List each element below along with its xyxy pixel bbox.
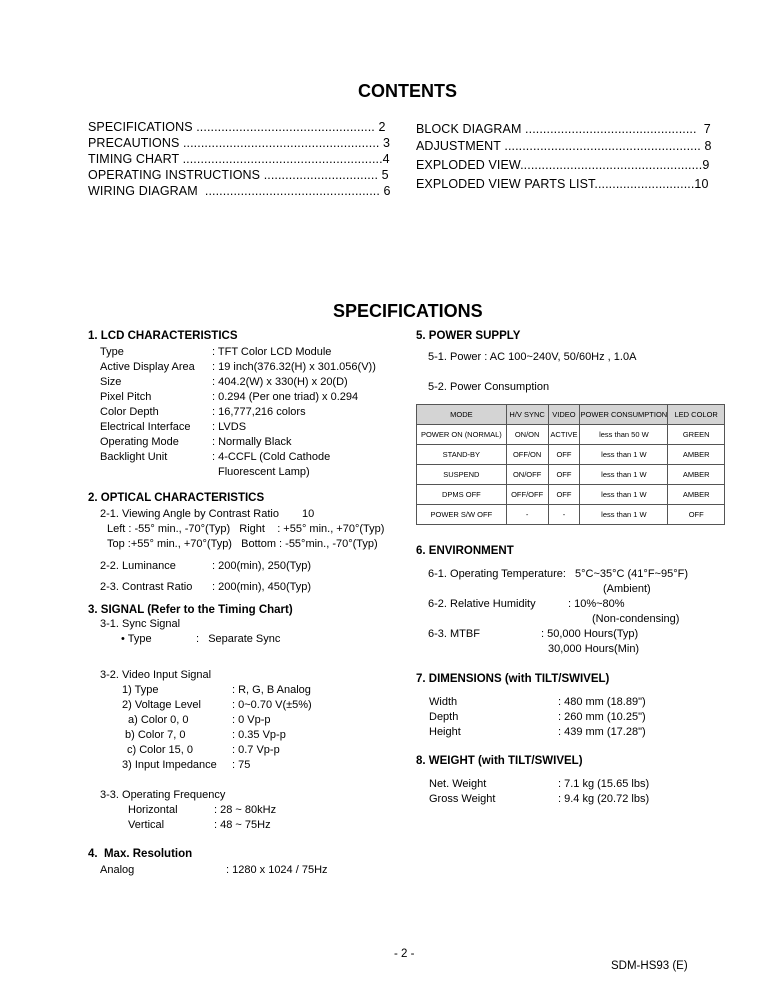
vertical-label: Vertical (128, 819, 165, 831)
lcd-label: Size (100, 376, 122, 388)
environment-heading: 6. ENVIRONMENT (416, 545, 514, 557)
video-label: 3) Input Impedance (122, 759, 217, 771)
table-cell: POWER S/W OFF (417, 505, 507, 525)
mtbf-label: 6-3. MTBF (428, 628, 480, 640)
resolution-value: : 1280 x 1024 / 75Hz (226, 864, 328, 876)
dimension-value: : 439 mm (17.28") (558, 726, 646, 738)
horizontal-label: Horizontal (128, 804, 178, 816)
table-cell: AMBER (668, 485, 725, 505)
video-signal-label: 3-2. Video Input Signal (100, 669, 212, 681)
lcd-label: Color Depth (100, 406, 159, 418)
weight-label: Net. Weight (429, 778, 487, 790)
table-cell: less than 1 W (580, 505, 668, 525)
lcd-label: Operating Mode (100, 436, 179, 448)
table-cell: - (506, 505, 548, 525)
table-cell: AMBER (668, 445, 725, 465)
video-value: : 0.35 Vp-p (232, 729, 286, 741)
lcd-value: : 4-CCFL (Cold Cathode (212, 451, 331, 463)
video-label: c) Color 15, 0 (127, 744, 194, 756)
table-cell: OFF/OFF (506, 485, 548, 505)
weight-label: Gross Weight (429, 793, 496, 805)
vertical-value: : 48 ~ 75Hz (214, 819, 271, 831)
lcd-label: Pixel Pitch (100, 391, 152, 403)
horizontal-value: : 28 ~ 80kHz (214, 804, 277, 816)
lcd-label: Backlight Unit (100, 451, 168, 463)
toc-item[interactable]: SPECIFICATIONS .................................................. 2 (88, 120, 386, 134)
table-cell: OFF (668, 505, 725, 525)
viewing-top-bottom: Top :+55° min., +70°(Typ) Bottom : -55°min., -70°(Typ) (107, 538, 378, 550)
mtbf-value: : 50,000 Hours(Typ) (541, 628, 639, 640)
model-number: SDM-HS93 (E) (611, 960, 688, 972)
table-cell: OFF (548, 465, 580, 485)
video-label: 1) Type (122, 684, 159, 696)
video-label: 2) Voltage Level (122, 699, 201, 711)
video-label: a) Color 0, 0 (128, 714, 189, 726)
toc-item[interactable]: ADJUSTMENT ....................................................... 8 (416, 139, 712, 153)
dimension-label: Width (429, 696, 458, 708)
page-number: - 2 - (394, 948, 415, 960)
dimension-value: : 260 mm (10.25") (558, 711, 646, 723)
table-row (417, 485, 725, 505)
toc-item[interactable]: WIRING DIAGRAM ................................................. 6 (88, 184, 391, 198)
weight-value: : 9.4 kg (20.72 lbs) (558, 793, 650, 805)
toc-item[interactable]: EXPLODED VIEW...................................................9 (416, 158, 710, 172)
lcd-value: : TFT Color LCD Module (212, 346, 332, 358)
viewing-angle-value: 10 (302, 508, 315, 520)
mtbf-min: 30,000 Hours(Min) (548, 643, 640, 655)
table-cell: less than 1 W (580, 465, 668, 485)
lcd-value: : 19 inch(376.32(H) x 301.056(V)) (212, 361, 376, 373)
lcd-value: : Normally Black (212, 436, 292, 448)
humidity-note: (Non-condensing) (592, 613, 680, 625)
lcd-value: : 16,777,216 colors (212, 406, 306, 418)
table-cell: GREEN (668, 425, 725, 445)
toc-item[interactable]: PRECAUTIONS ....................................................... 3 (88, 136, 391, 150)
resolution-heading: 4. Max. Resolution (88, 848, 193, 860)
table-cell: OFF (548, 485, 580, 505)
dimension-label: Height (429, 726, 461, 738)
contrast-label: 2-3. Contrast Ratio (100, 581, 193, 593)
table-header: MODE (417, 405, 507, 425)
luminance-value: : 200(min), 250(Typ) (212, 560, 312, 572)
luminance-label: 2-2. Luminance (100, 560, 176, 572)
video-value: : 0 Vp-p (232, 714, 271, 726)
lcd-value: : 404.2(W) x 330(H) x 20(D) (212, 376, 348, 388)
contents-title: CONTENTS (358, 81, 457, 101)
power-supply: 5-1. Power : AC 100~240V, 50/60Hz , 1.0A (428, 351, 637, 363)
power-consumption-label: 5-2. Power Consumption (428, 381, 550, 393)
lcd-label: Active Display Area (100, 361, 195, 373)
lcd-value: : LVDS (212, 421, 247, 433)
lcd-value-cont: Fluorescent Lamp) (218, 466, 310, 478)
table-cell: ACTIVE (548, 425, 580, 445)
optical-heading: 2. OPTICAL CHARACTERISTICS (88, 492, 265, 504)
sync-signal-label: 3-1. Sync Signal (100, 618, 181, 630)
table-cell: OFF/ON (506, 445, 548, 465)
table-header-row (417, 405, 725, 425)
toc-item[interactable]: TIMING CHART ........................................................4 (88, 152, 390, 166)
toc-item[interactable]: OPERATING INSTRUCTIONS ................................ 5 (88, 168, 389, 182)
table-cell: POWER ON (NORMAL) (417, 425, 507, 445)
toc-item[interactable]: BLOCK DIAGRAM ................................................ 7 (416, 122, 711, 136)
table-row (417, 445, 725, 465)
video-value: : 0.7 Vp-p (232, 744, 280, 756)
table-cell: AMBER (668, 465, 725, 485)
contrast-value: : 200(min), 450(Typ) (212, 581, 312, 593)
power-heading: 5. POWER SUPPLY (416, 330, 521, 342)
lcd-heading: 1. LCD CHARACTERISTICS (88, 330, 238, 342)
table-header: VIDEO (548, 405, 580, 425)
table-cell: DPMS OFF (417, 485, 507, 505)
humidity-label: 6-2. Relative Humidity (428, 598, 536, 610)
viewing-left-right: Left : -55° min., -70°(Typ) Right : +55° min., +70°(Typ) (107, 523, 385, 535)
toc-item[interactable]: EXPLODED VIEW PARTS LIST............................10 (416, 177, 709, 191)
sync-type-value: : Separate Sync (196, 633, 281, 645)
video-value: : 75 (232, 759, 251, 771)
table-row (417, 505, 725, 525)
table-cell: less than 1 W (580, 445, 668, 465)
table-cell: - (548, 505, 580, 525)
video-label: b) Color 7, 0 (125, 729, 186, 741)
table-header: H/V SYNC (506, 405, 548, 425)
frequency-label: 3-3. Operating Frequency (100, 789, 226, 801)
power-table (416, 404, 725, 525)
lcd-label: Electrical Interface (100, 421, 191, 433)
temperature-note: (Ambient) (603, 583, 651, 595)
signal-heading: 3. SIGNAL (Refer to the Timing Chart) (88, 604, 293, 616)
temperature-value: 5°C~35°C (41°F~95°F) (575, 568, 688, 580)
table-cell: ON/OFF (506, 465, 548, 485)
dimensions-heading: 7. DIMENSIONS (with TILT/SWIVEL) (416, 673, 610, 685)
table-cell: less than 50 W (580, 425, 668, 445)
weight-value: : 7.1 kg (15.65 lbs) (558, 778, 650, 790)
resolution-label: Analog (100, 864, 135, 876)
humidity-value: : 10%~80% (568, 598, 625, 610)
weight-heading: 8. WEIGHT (with TILT/SWIVEL) (416, 755, 583, 767)
sync-type-label: • Type (121, 633, 152, 645)
table-header: POWER CONSUMPTION (580, 405, 668, 425)
viewing-angle-label: 2-1. Viewing Angle by Contrast Ratio (100, 508, 279, 520)
table-row (417, 465, 725, 485)
table-header: LED COLOR (668, 405, 725, 425)
table-cell: SUSPEND (417, 465, 507, 485)
table-cell: STAND-BY (417, 445, 507, 465)
video-value: : 0~0.70 V(±5%) (232, 699, 312, 711)
table-cell: less than 1 W (580, 485, 668, 505)
specifications-title: SPECIFICATIONS (333, 301, 483, 321)
table-row (417, 425, 725, 445)
lcd-label: Type (100, 346, 124, 358)
video-value: : R, G, B Analog (232, 684, 311, 696)
dimension-label: Depth (429, 711, 459, 723)
table-cell: OFF (548, 445, 580, 465)
temperature-label: 6-1. Operating Temperature: (428, 568, 566, 580)
dimension-value: : 480 mm (18.89") (558, 696, 646, 708)
lcd-value: : 0.294 (Per one triad) x 0.294 (212, 391, 359, 403)
table-cell: ON/ON (506, 425, 548, 445)
